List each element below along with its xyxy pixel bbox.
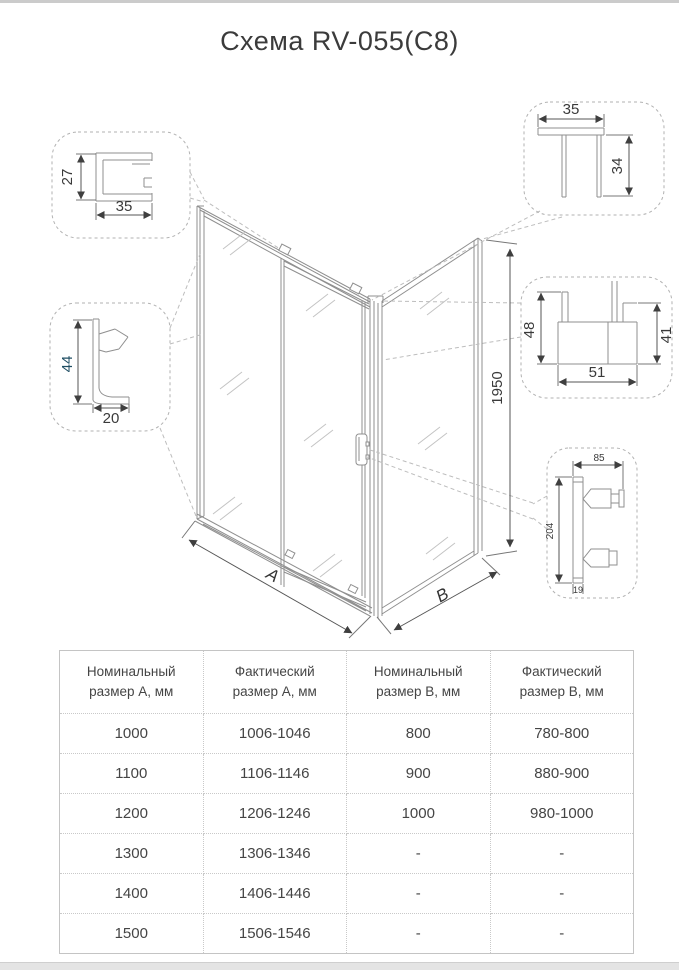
table-cell: 1000 (60, 714, 204, 754)
table-cell: - (347, 874, 491, 914)
top-rail-height-label: 34 (609, 157, 626, 175)
table-cell: - (490, 834, 634, 874)
header-actual-a: Фактический размер A, мм (203, 651, 347, 714)
table-cell: 1306-1346 (203, 834, 347, 874)
door-rollers (279, 244, 362, 593)
table-row (60, 714, 634, 754)
wall-profile-width-label: 35 (115, 198, 133, 215)
callout-handle (545, 448, 637, 598)
depth-b-label: B (432, 584, 452, 607)
wall-profile-height-label: 27 (59, 168, 76, 186)
table-cell: 1106-1146 (203, 754, 347, 794)
table-cell: 1006-1046 (203, 714, 347, 754)
table-cell: 1000 (347, 794, 491, 834)
width-a-label: A (263, 564, 283, 587)
dimension-height-1950 (486, 240, 517, 556)
top-rail-width-label: 35 (562, 101, 580, 118)
table-row (60, 874, 634, 914)
bottom-rail-width-label: 51 (588, 364, 606, 381)
enclosure-corner-post (368, 296, 383, 618)
header-nominal-a: Номинальный размер A, мм (60, 651, 204, 714)
table-cell: 900 (347, 754, 491, 794)
table-row (60, 754, 634, 794)
table-row (60, 794, 634, 834)
dimension-depth-b (377, 558, 500, 634)
table-cell: 800 (347, 714, 491, 754)
callout-hook-profile (50, 303, 170, 431)
handle-height-label: 204 (545, 522, 556, 540)
table-cell: 1406-1446 (203, 874, 347, 914)
table-cell: - (347, 834, 491, 874)
handle-thickness-label: 19 (572, 585, 584, 595)
height-dim-label: 1950 (489, 371, 506, 405)
callout-bottom-rail-profile (521, 277, 675, 398)
table-cell: 1200 (60, 794, 204, 834)
header-actual-b: Фактический размер B, мм (490, 651, 634, 714)
table-cell: 1206-1246 (203, 794, 347, 834)
table-cell: 980-1000 (490, 794, 634, 834)
table-cell: 1300 (60, 834, 204, 874)
callout-leader-lines (160, 172, 562, 529)
bottom-rail-left-height-label: 48 (521, 321, 538, 339)
handle-width-label: 85 (593, 453, 605, 464)
table-cell: 1100 (60, 754, 204, 794)
header-nominal-b: Номинальный размер B, мм (347, 651, 491, 714)
hook-profile-width-label: 20 (102, 410, 120, 427)
callout-wall-profile (52, 132, 190, 238)
size-table (59, 650, 634, 954)
door-handle (356, 434, 369, 465)
bottom-scrollbar-track (0, 962, 679, 970)
table-cell: - (347, 914, 491, 954)
table-cell: 880-900 (490, 754, 634, 794)
enclosure-side-panel (382, 238, 482, 614)
table-header-row (60, 651, 634, 714)
glass-marks (213, 232, 455, 577)
enclosure-front-panel (195, 206, 372, 616)
callout-top-rail-profile (524, 101, 664, 215)
table-cell: 1400 (60, 874, 204, 914)
table-cell: - (490, 874, 634, 914)
table-row (60, 914, 634, 954)
table-cell: 780-800 (490, 714, 634, 754)
dimension-width-a (182, 521, 371, 638)
table-cell: - (490, 914, 634, 954)
hook-profile-height-label: 44 (59, 355, 76, 373)
table-cell: 1506-1546 (203, 914, 347, 954)
table-row (60, 834, 634, 874)
table-cell: 1500 (60, 914, 204, 954)
bottom-rail-right-height-label: 41 (658, 326, 675, 344)
page-title: Схема RV-055(C8) (220, 26, 459, 56)
